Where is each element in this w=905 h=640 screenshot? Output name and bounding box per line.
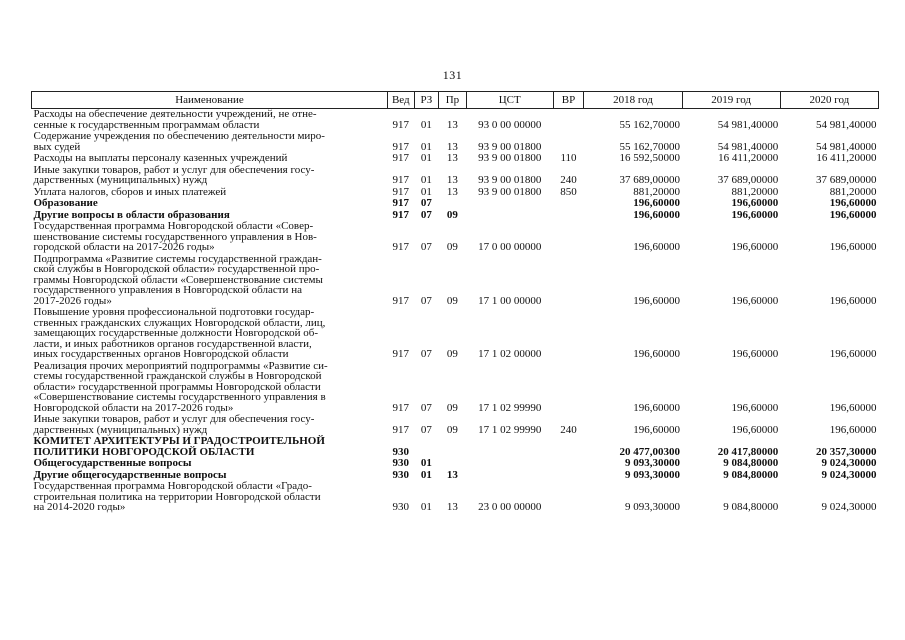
row-rz: 07 [420,294,432,307]
row-2020: 37 689,00000 [816,174,877,186]
row-2018: 9 093,30000 [625,457,681,469]
row-rz: 01 [420,152,432,164]
row-vr [553,198,584,210]
row-name: Иные закупки товаров, работ и услуг для обеспечения госу- дарственных (муниципальных) нужд [33,163,315,186]
row-vr: 110 [560,152,577,164]
row-2019: 196,60000 [731,294,779,307]
row-ved: 917 [392,118,410,131]
row-rz: 07 [420,401,432,414]
row-pr: 09 [446,401,458,414]
row-rz: 01 [420,174,432,186]
row-pr: 09 [446,294,458,307]
row-pr: 09 [446,241,458,253]
col-header-pr: Пр [439,92,467,109]
row-rz: 07 [420,348,432,360]
row-ved: 930 [392,445,410,458]
row-pr: 13 [446,140,458,153]
row-ved: 917 [392,241,410,253]
table-row [32,307,879,361]
row-2019: 9 084,80000 [723,457,779,469]
col-header-name: Наименование [32,92,388,109]
row-name: Расходы на выплаты персоналу казенных учреждений [33,152,288,164]
row-cst [466,470,553,482]
row-cst: 93 9 00 01800 [478,152,542,164]
row-vr [553,470,584,482]
row-ved: 930 [392,457,410,469]
row-name: Общегосударственные вопросы [33,457,192,469]
row-cst: 93 9 00 01800 [478,185,542,198]
row-pr: 09 [446,423,458,436]
col-header-vr: ВР [553,92,584,109]
row-2020: 881,20000 [829,185,877,198]
row-ved: 930 [392,468,410,481]
row-cst [466,458,553,470]
row-cst: 17 1 02 99990 [478,423,542,436]
row-2019: 9 084,80000 [723,501,779,513]
row-cst: 17 1 02 99990 [478,401,542,414]
row-2019: 881,20000 [731,185,779,198]
row-pr: 13 [446,174,458,186]
row-ved: 917 [392,348,410,360]
row-2020: 196,60000 [829,423,877,436]
row-pr [439,198,467,210]
row-vr [553,109,584,132]
row-rz: 01 [420,501,432,513]
row-vr [553,307,584,361]
row-vr [553,131,584,153]
col-header-rz: РЗ [414,92,439,109]
row-rz: 07 [420,197,432,209]
table-header [32,92,879,109]
table-row [32,458,879,470]
row-cst: 93 0 00 00000 [478,118,542,131]
row-pr: 13 [446,118,458,131]
row-pr [439,458,467,470]
row-2020: 196,60000 [829,208,877,221]
row-vr [553,361,584,415]
row-name: Содержание учреждения по обеспечению деятельности миро- вых судей [33,130,325,153]
row-2018: 55 162,70000 [619,140,681,153]
row-vr [553,221,584,254]
row-2020: 20 357,30000 [816,445,877,458]
row-name: Другие общегосударственные вопросы [33,468,227,481]
row-pr [439,436,467,458]
row-pr: 09 [446,348,458,360]
row-pr: 13 [446,152,458,164]
row-2019: 196,60000 [731,348,779,360]
table-row [32,153,879,165]
row-pr: 09 [446,208,458,221]
row-2018: 55 162,70000 [619,118,681,131]
col-header-cst: ЦСТ [466,92,553,109]
row-2020: 196,60000 [829,241,877,253]
row-cst [466,210,553,222]
row-name: Государственная программа Новгородской области «Градо- строительная политика на территории Новгородской области на 2014-2020 годы» [33,480,321,513]
row-vr: 240 [560,423,577,436]
row-2020: 54 981,40000 [816,118,877,131]
table-row [32,198,879,210]
table-row [32,361,879,415]
row-cst: 17 0 00 00000 [478,241,542,253]
row-ved: 917 [392,294,410,307]
row-2018: 9 093,30000 [625,501,681,513]
row-ved: 917 [392,423,410,436]
row-vr: 850 [560,185,577,198]
table-row [32,221,879,254]
row-2018: 9 093,30000 [625,468,681,481]
row-rz: 01 [420,185,432,198]
row-ved: 917 [392,401,410,414]
row-2018: 196,60000 [633,294,681,307]
table-row [32,131,879,153]
row-name: Расходы на обеспечение деятельности учреждений, не отне- сенные к государственным программам области [33,108,317,131]
row-cst: 23 0 00 00000 [478,501,542,513]
row-2018: 196,60000 [633,241,681,253]
row-2019: 54 981,40000 [717,118,779,131]
row-name: КОМИТЕТ АРХИТЕКТУРЫ И ГРАДОСТРОИТЕЛЬНОЙ ПОЛИТИКИ НОВГОРОДСКОЙ ОБЛАСТИ [33,435,325,458]
row-2020: 196,60000 [829,401,877,414]
table-header-row [32,92,879,109]
row-ved: 917 [392,197,410,209]
row-cst [466,198,553,210]
row-name: Другие вопросы в области образования [33,208,230,221]
row-2018: 196,60000 [633,423,681,436]
col-header-2020: 2020 год [780,92,878,109]
row-pr: 13 [446,501,458,513]
row-ved: 930 [392,501,410,513]
row-rz: 01 [420,457,432,469]
row-name: Реализация прочих мероприятий подпрограммы «Развитие си- стемы государственной гражданской службы в Новгородской области» государственной программы Новгородской области «Совершенствование системы государственного управления в Новгородской области на 2017-2026 годы» [33,359,328,414]
row-rz: 07 [420,241,432,253]
row-rz: 07 [420,208,432,221]
row-name: Образование [33,197,98,209]
row-2018: 881,20000 [633,185,681,198]
row-2018: 196,60000 [633,208,681,221]
row-pr: 13 [446,185,458,198]
row-vr [553,458,584,470]
row-2019: 196,60000 [731,197,779,209]
row-2019: 20 417,80000 [717,445,779,458]
row-2020: 196,60000 [829,294,877,307]
row-2019: 9 084,80000 [723,468,779,481]
table-row [32,414,879,436]
row-vr [553,436,584,458]
row-2018: 20 477,00300 [619,445,681,458]
row-vr [553,481,584,514]
row-pr: 13 [446,468,458,481]
table-row [32,109,879,132]
row-name: Повышение уровня профессиональной подготовки государ- ственных гражданских служащих Новгородской области, лиц, замещающих государственные должности Новгородской об- ласти, и иных работников органов государственной власти, иных государственных органов Новгородской области [33,306,326,360]
row-2020: 54 981,40000 [816,140,877,153]
row-2019: 37 689,00000 [717,174,779,186]
row-2018: 196,60000 [633,348,681,360]
row-2018: 196,60000 [633,401,681,414]
row-ved: 917 [392,185,410,198]
row-2019: 196,60000 [731,423,779,436]
table-body [32,109,879,514]
row-vr: 240 [560,174,577,186]
row-vr [553,210,584,222]
row-cst: 93 9 00 01800 [478,140,542,153]
row-cst [466,436,553,458]
row-2020: 196,60000 [829,348,877,360]
table-row [32,165,879,187]
row-name: Подпрограмма «Развитие системы государственной граждан- ской службы в Новгородской области» государственной про- граммы Новгородской области «Совершенствование системы государственного управления в Новгородской области на 2017-2026 годы» [33,252,323,307]
col-header-ved: Вед [387,92,414,109]
table-row [32,254,879,308]
row-ved: 917 [392,208,410,221]
row-rz: 01 [420,140,432,153]
row-name: Уплата налогов, сборов и иных платежей [33,185,227,198]
row-2018: 196,60000 [633,197,681,209]
row-ved: 917 [392,140,410,153]
row-2020: 9 024,30000 [821,501,877,513]
row-rz: 07 [420,423,432,436]
row-cst: 17 1 00 00000 [478,294,542,307]
row-cst: 17 1 02 00000 [478,348,542,360]
row-name: Государственная программа Новгородской области «Совер- шенствование системы государственного управления в Нов- городской области на 2017-2026 годы» [33,220,317,253]
row-2020: 16 411,20000 [816,152,877,164]
row-2019: 196,60000 [731,401,779,414]
col-header-2019: 2019 год [682,92,780,109]
row-2018: 37 689,00000 [619,174,681,186]
table-row [32,436,879,458]
row-rz [414,436,439,458]
row-2018: 16 592,50000 [619,152,681,164]
col-header-2018: 2018 год [584,92,682,109]
row-2019: 54 981,40000 [717,140,779,153]
row-rz: 01 [420,118,432,131]
row-vr [553,254,584,308]
row-cst: 93 9 00 01800 [478,174,542,186]
row-2020: 9 024,30000 [821,457,877,469]
table-row [32,481,879,514]
row-2019: 16 411,20000 [718,152,779,164]
row-2020: 196,60000 [829,197,877,209]
row-2020: 9 024,30000 [821,468,877,481]
row-rz: 01 [420,468,432,481]
row-name: Иные закупки товаров, работ и услуг для обеспечения госу- дарственных (муниципальных) нужд [33,413,315,436]
row-2019: 196,60000 [731,241,779,253]
budget-table [31,91,879,514]
row-ved: 917 [392,152,410,164]
row-2019: 196,60000 [731,208,779,221]
page-number: 131 [442,68,463,82]
row-ved: 917 [392,174,410,186]
